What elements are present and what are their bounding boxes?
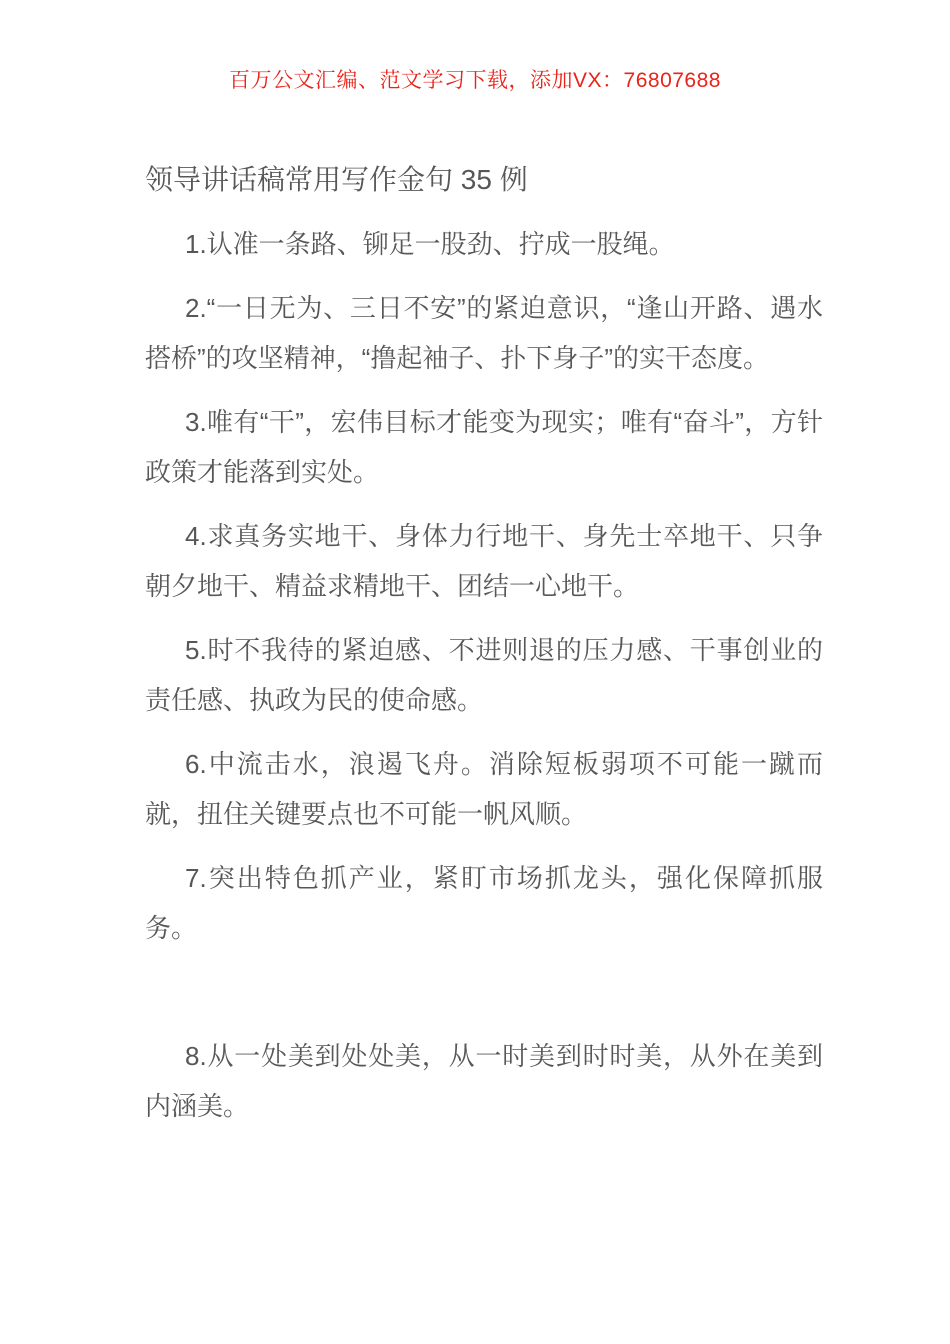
body-paragraph: 6.中流击水，浪遏飞舟。消除短板弱项不可能一蹴而就，扭住关键要点也不可能一帆风顺。 xyxy=(145,749,823,829)
document-content xyxy=(145,155,823,1131)
blank-line xyxy=(145,967,823,1017)
paragraph-list xyxy=(145,219,823,1131)
body-paragraph: 4.求真务实地干、身体力行地干、身先士卒地干、只争朝夕地干、精益求精地干、团结一心地干。 xyxy=(145,521,823,601)
body-paragraph: 7.突出特色抓产业，紧盯市场抓龙头，强化保障抓服务。 xyxy=(145,863,823,943)
body-paragraph: 5.时不我待的紧迫感、不进则退的压力感、干事创业的责任感、执政为民的使命感。 xyxy=(145,635,823,715)
body-paragraph: 8.从一处美到处处美，从一时美到时时美，从外在美到内涵美。 xyxy=(145,1041,823,1121)
document-title: 领导讲话稿常用写作金句 35 例 xyxy=(145,164,528,195)
promo-banner xyxy=(0,0,950,95)
promo-text: 百万公文汇编、范文学习下载，添加VX：76807688 xyxy=(229,69,721,92)
body-paragraph: 3.唯有“干”，宏伟目标才能变为现实；唯有“奋斗”，方针政策才能落到实处。 xyxy=(145,407,823,487)
body-paragraph: 2.“一日无为、三日不安”的紧迫意识，“逢山开路、遇水搭桥”的攻坚精神，“撸起袖子、扑下身子”的实干态度。 xyxy=(145,293,823,373)
body-paragraph: 1.认准一条路、铆足一股劲、拧成一股绳。 xyxy=(185,229,675,259)
